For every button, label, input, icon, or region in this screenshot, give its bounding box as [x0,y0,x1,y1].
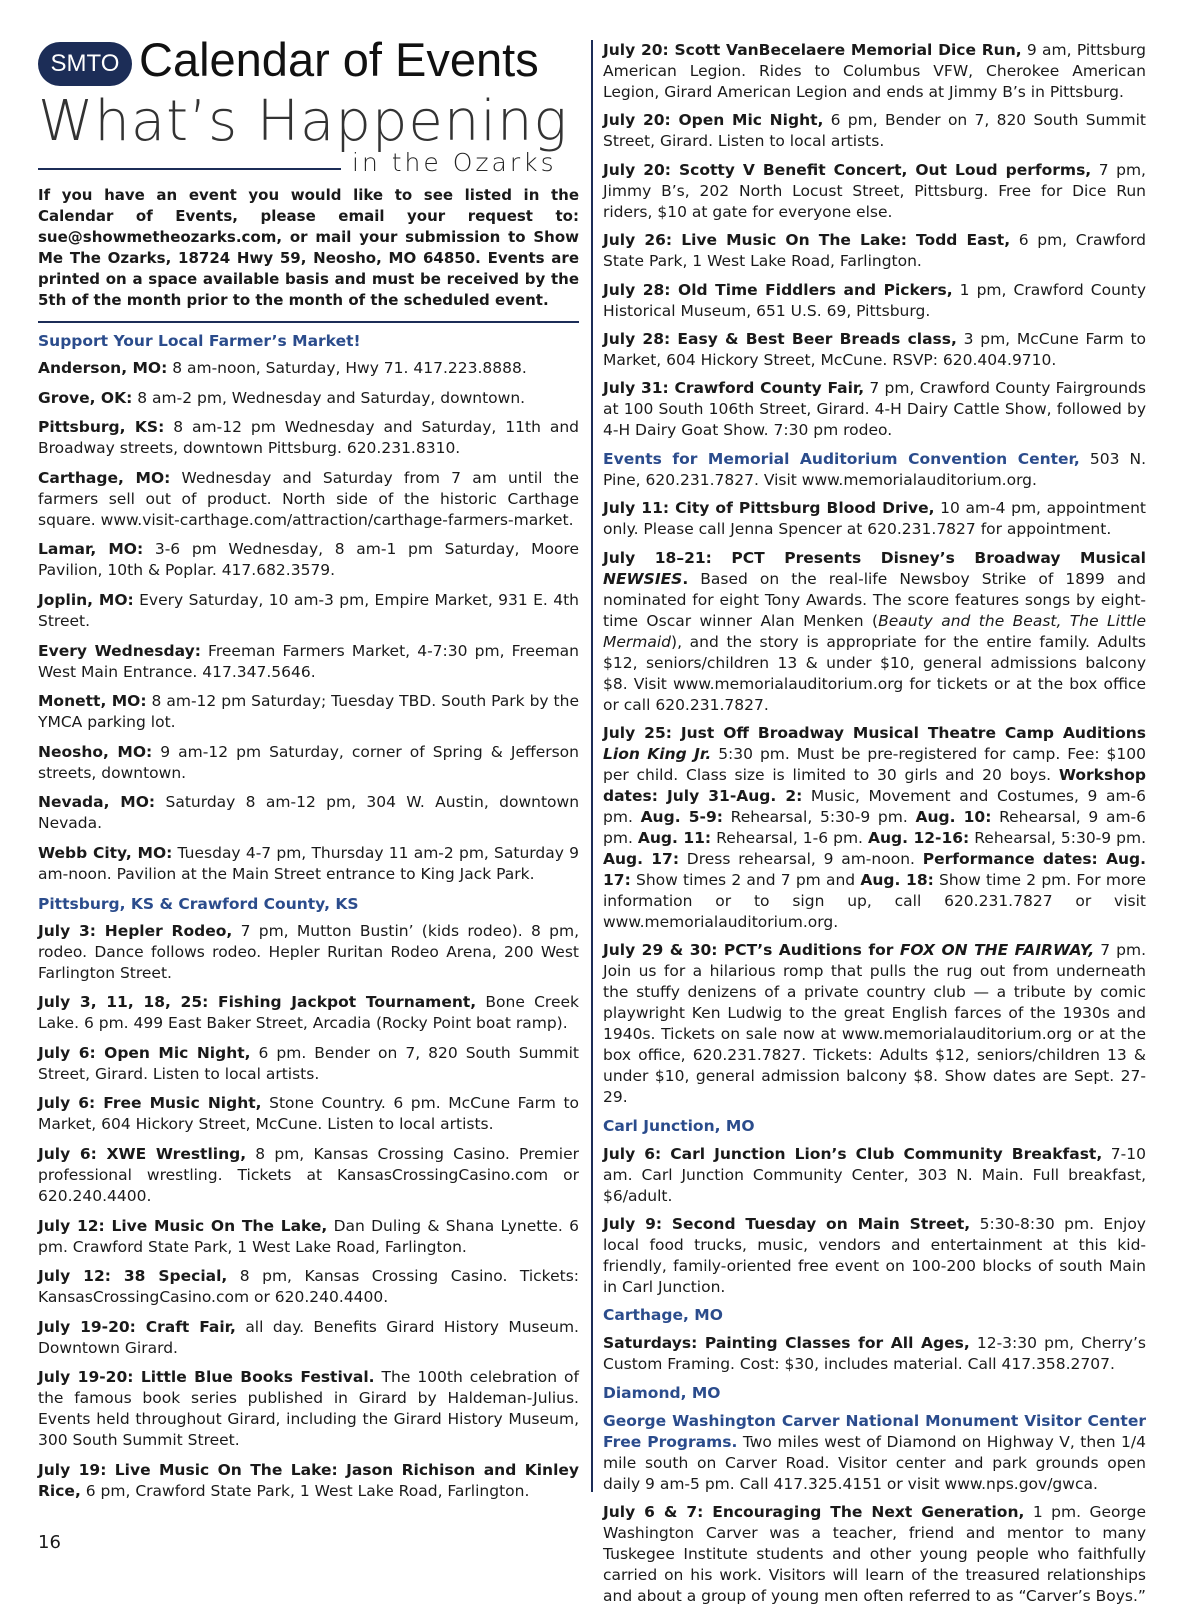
list-item [38,1460,579,1502]
list-item [603,160,1146,223]
gwc-intro [603,1411,1146,1495]
event-text: Stone Country. 6 pm. McCune Farm to Market, 604 Hickory Street, McCune. Listen to local artists. [38,1094,580,1134]
event-text: 8 am-noon, Saturday, Hwy 71. 417.223.8888. [167,359,527,377]
event-text: 6 pm. Bender on 7, 820 South Summit Street, Girard. Listen to local artists. [38,1043,579,1083]
event-title: July 9: Second Tuesday on Main Street, [603,1215,971,1234]
list-item [38,1367,579,1451]
event-text: Bone Creek Lake. 6 pm. 499 East Baker Street, Arcadia (Rocky Point boat ramp). [38,993,579,1033]
intro-text: If you have an event you would like to see listed in the Calendar of Events, please email your request to: sue@showmetheozarks.com, or mail your submission to Show Me The Ozarks, 18724 Hwy 59, Neosho, MO 64850. Events are printed on a space available basis and must be received by the 5th of the month prior to the month of the scheduled event. [38,186,579,309]
list-item [38,388,579,409]
list-item [603,378,1146,441]
event-title-italic: NEWSIES [603,569,683,588]
event-title: July 29 & 30: PCT’s Auditions for [603,941,900,960]
list-item [38,921,579,984]
memorial-heading [603,449,1146,491]
event-title: Nevada, MO: [38,793,156,812]
event-title: July 20: Open Mic Night, [603,111,824,130]
right-column [603,40,1146,1615]
list-item [603,1502,1146,1607]
list-item [38,691,579,733]
event-title: Lamar, MO: [38,540,144,559]
event-text: all day. Benefits Girard History Museum. Downtown Girard. [38,1317,579,1357]
event-title: July 3: Hepler Rodeo, [38,921,233,940]
pittsburg-list-left [38,921,579,1502]
list-item [38,539,579,581]
diamond-list [603,1502,1146,1607]
event-title: Saturdays: Painting Classes for All Ages, [603,1334,970,1353]
event-text: 7 pm, Crawford County Fairgrounds at 100 South 106th Street, Girard. 4-H Dairy Cattle Show, followed by 4-H Dairy Goat Show. 7:30 pm rodeo. [603,379,1146,440]
event-text: Tuesday 4-7 pm, Thursday 11 am-2 pm, Saturday 9 am-noon. Pavilion at the Main Street entrance to King Jack Park. [38,843,579,883]
event-title: July 20: Scotty V Benefit Concert, Out Loud performs, [603,160,1092,179]
event-title: July 6: XWE Wrestling, [38,1144,247,1163]
event-text: 7 pm, Mutton Bustin’ (kids rodeo). 8 pm, rodeo. Dance follows rodeo. Hepler Ruritan Rodeo Arena, 200 West Farlington Street. [38,921,579,982]
event-title-end: . [682,569,689,588]
event-text: Dan Duling & Shana Lynette. 6 pm. Crawford State Park, 1 West Lake Road, Farlington. [38,1216,579,1256]
event-text: Saturday 8 am-12 pm, 304 W. Austin, downtown Nevada. [38,793,580,833]
event-text: 8 pm, Kansas Crossing Casino. Premier professional wrestling. Tickets at KansasCrossingCasino.com or 620.240.4400. [38,1144,579,1205]
list-item [38,843,579,885]
event-title: July 6: Carl Junction Lion’s Club Community Breakfast, [603,1144,1103,1163]
event-title: Webb City, MO: [38,843,173,862]
gwc-heading: George Washington Carver National Monument Visitor Center Free Programs. [603,1411,1146,1451]
event-title: July 19-20: Little Blue Books Festival. [38,1368,375,1387]
pittsburg-list-right [603,40,1146,441]
list-item [603,230,1146,272]
event-text: Wednesday and Saturday from 7 am until the farmers sell out of product. North side of the historic Carthage square. www.visit-carthage.com/attraction/carthage-farmers-market. [38,468,580,529]
event-text: Rehearsal, 9 am-6 pm. [603,807,1147,847]
header-rule [38,168,341,170]
event-date-bold: Aug. 11: [637,828,712,847]
event-title: July 20: Scott VanBecelaere Memorial Dice Run, [603,41,1022,59]
event-text: 6 pm, Crawford State Park, 1 West Lake Road, Farlington. [80,1481,530,1500]
event-title: Pittsburg, KS: [38,418,165,437]
list-item [38,641,579,683]
event-title: July 18–21: PCT Presents Disney’s Broadway Musical [603,548,1146,567]
event-title: July 6 & 7: Encouraging The Next Generation, [603,1503,1025,1522]
event-text: 7-10 am. Carl Junction Community Center, 303 N. Main. Full breakfast, $6/adult. [603,1144,1146,1205]
event-text: 6 pm, Bender on 7, 820 South Summit Street, Girard. Listen to local artists. [603,111,1147,151]
list-item [603,110,1146,152]
event-title: July 11: City of Pittsburg Blood Drive, [603,499,935,518]
event-text: Dress rehearsal, 9 am-noon. [679,849,923,868]
section-heading-memorial: Events for Memorial Auditorium Convention Center, [603,449,1080,468]
event-text: 8 am-12 pm Saturday; Tuesday TBD. South Park by the YMCA parking lot. [38,692,579,732]
event-title: July 31: Crawford County Fair, [603,379,865,398]
event-text: Rehearsal, 1-6 pm. [711,828,868,847]
list-item [38,468,579,531]
event-title: July 19: Live Music On The Lake: Jason Richison and Kinley Rice, [38,1460,579,1500]
event-title: Neosho, MO: [38,742,153,761]
event-title: July 12: Live Music On The Lake, [38,1216,328,1235]
event-date-bold: Workshop dates: July 31-Aug. 2: [603,765,1146,805]
event-text: 8 am-2 pm, Wednesday and Saturday, downtown. [132,388,526,407]
list-item [603,548,1146,716]
event-date-bold: Aug. 18: [860,870,934,889]
event-text: 10 am-4 pm, appointment only. Please call Jenna Spencer at 620.231.7827 for appointment. [603,499,1146,539]
list-item [38,792,579,834]
event-text: ), and the story is appropriate for the entire family. Adults $12, seniors/children 13 & under $10, general admissions balcony $8. Visit www.memorialauditorium.org for tickets or at the box office or call 620.231.7827. [603,632,1146,714]
event-text: 6 pm, Crawford State Park, 1 West Lake Road, Farlington. [603,231,1147,271]
event-title: Carthage, MO: [38,468,171,487]
carl-junction-list [603,1144,1146,1298]
event-title: July 3, 11, 18, 25: Fishing Jackpot Tournament, [38,993,477,1012]
event-date-bold: Aug. 17: [603,849,680,868]
event-date-bold: Performance dates: Aug. 17: [603,849,1146,889]
section-heading-farmers: Support Your Local Farmer’s Market! [38,332,361,350]
event-title: July 6: Free Music Night, [38,1094,262,1113]
list-item [603,1333,1146,1375]
gwc-text: Two miles west of Diamond on Highway V, then 1/4 mile south on Carver Road. Visitor center and park grounds open daily 9 am-5 pm. Call 417.325.4151 or visit www.nps.gov/gwca. [603,1432,1147,1493]
list-item [603,940,1146,1108]
event-text: Every Saturday, 10 am-3 pm, Empire Market, 931 E. 4th Street. [38,590,579,630]
list-item [38,742,579,784]
list-item [603,498,1146,540]
list-item [38,358,579,379]
page-title: Calendar of Events [139,33,539,86]
list-item [38,590,579,632]
event-title: July 28: Old Time Fiddlers and Pickers, [603,280,953,299]
memorial-list [603,498,1146,540]
event-title: July 19-20: Craft Fair, [38,1317,236,1336]
event-text: 7 pm. Join us for a hilarious romp that pulls the rug out from underneath the stuffy denizens of a private country club — a tribute by comic playwright Ken Ludwig to the great English farces of the 1930s and 1940s. Tickets on sale now at www.memorialauditorium.org or at the box office, 620.231.7827. Tickets: Adults $12, seniors/children 13 & under $10, general admission balcony $8. Show dates are Sept. 27-29. [603,941,1146,1107]
page-tagline: in the Ozarks [352,148,557,177]
list-item [603,1214,1146,1298]
smto-badge: SMTO [38,42,132,86]
section-heading-diamond: Diamond, MO [603,1383,721,1402]
event-title: Anderson, MO: [38,359,168,377]
list-item [603,723,1146,933]
section-rule [38,321,579,323]
page-number: 16 [38,1532,61,1553]
event-date-bold: Aug. 12-16: [867,828,970,847]
event-title: July 6: Open Mic Night, [38,1043,251,1062]
event-text: 5:30 pm. Must be pre-registered for camp. Fee: $100 per child. Class size is limited to 30 girls and 20 boys. [603,744,1146,784]
list-item [38,1043,579,1085]
event-text: 9 am, Pittsburg American Legion. Rides to Columbus VFW, Cherokee American Legion, Girard American Legion and ends at Jimmy B’s in Pittsburg. [603,41,1146,101]
section-heading-carl-junction: Carl Junction, MO [603,1116,755,1135]
list-item [603,1144,1146,1207]
masthead [38,34,579,182]
list-item [603,280,1146,322]
column-divider [591,40,593,1492]
section-heading-pittsburg: Pittsburg, KS & Crawford County, KS [38,894,359,913]
event-text: Rehearsal, 5:30-9 pm. [969,828,1147,847]
list-item [603,40,1146,103]
event-title-italic: Lion King Jr. [603,744,712,763]
list-item [38,417,579,459]
list-item [38,1093,579,1135]
event-text: 1 pm. George Washington Carver was a teacher, friend and mentor to many Tuskegee Institute students and other young people who faithfully carried on his work. Visitors will learn of the treasured relationships and about a group of young men often referred to as “Carver’s Boys.” [603,1503,1147,1606]
list-item [38,1144,579,1207]
event-text: 7 pm, Jimmy B’s, 202 North Locust Street, Pittsburg. Free for Dice Run riders, $10 at gate for everyone else. [603,160,1146,221]
event-title: July 28: Easy & Best Beer Breads class, [603,329,957,348]
event-text: The 100th celebration of the famous book series published in Girard by Haldeman-Julius. Events held throughout Girard, including the Girard History Museum, 300 South Summit Street. [38,1368,579,1450]
list-item [38,1266,579,1308]
event-text: 8 pm, Kansas Crossing Casino. Tickets: KansasCrossingCasino.com or 620.240.4400. [38,1267,579,1307]
page-subtitle: What’s Happening [38,89,569,154]
event-title: Monett, MO: [38,692,147,711]
event-text: 1 pm, Crawford County Historical Museum, 651 U.S. 69, Pittsburg. [603,280,1146,320]
event-title: July 25: Just Off Broadway Musical Theatre Camp Auditions [603,723,1146,742]
list-item [38,992,579,1034]
event-title: Every Wednesday: [38,641,201,660]
event-text: Music, Movement and Costumes, 9 am-6 pm. [603,786,1146,826]
event-title-italic: FOX ON THE FAIRWAY, [899,941,1095,960]
event-text: 12-3:30 pm, Cherry’s Custom Framing. Cost: $30, includes material. Call 417.358.2707. [603,1334,1146,1374]
event-text: 8 am-12 pm Wednesday and Saturday, 11th and Broadway streets, downtown Pittsburg. 620.231.8310. [38,418,579,458]
list-item [38,1317,579,1359]
event-text: Show times 2 and 7 pm and [630,870,861,889]
event-title: Grove, OK: [38,388,133,407]
event-text: Freeman Farmers Market, 4-7:30 pm, Freeman West Main Entrance. 417.347.5646. [38,641,579,681]
list-item [603,329,1146,371]
carthage-list [603,1333,1146,1375]
event-text-italic: Beauty and the Beast, The Little Mermaid [603,611,1146,651]
memorial-heading-details: 503 N. Pine, 620.231.7827. Visit www.memorialauditorium.org. [603,449,1146,489]
event-title: July 12: 38 Special, [38,1267,228,1286]
event-text: 3 pm, McCune Farm to Market, 604 Hickory Street, McCune. RSVP: 620.404.9710. [603,329,1146,369]
event-text: Rehearsal, 5:30-9 pm. [722,807,916,826]
event-title: Joplin, MO: [38,590,134,609]
section-heading-carthage: Carthage, MO [603,1306,723,1325]
event-text: 5:30-8:30 pm. Enjoy local food trucks, music, vendors and entertainment at this kid-friendly, family-oriented free event on 100-200 blocks of south Main in Carl Junction. [603,1215,1146,1297]
event-text: Show time 2 pm. For more information or to sign up, call 620.231.7827 or visit www.memorialauditorium.org. [603,870,1146,931]
farmers-list [38,358,579,885]
event-date-bold: Aug. 10: [915,807,992,826]
event-text: Based on the real-life Newsboy Strike of 1899 and nominated for eight Tony Awards. The score features songs by eight-time Oscar winner Alan Menken ( [603,569,1146,630]
event-date-bold: Aug. 5-9: [640,807,723,826]
event-text: 3-6 pm Wednesday, 8 am-1 pm Saturday, Moore Pavilion, 10th & Poplar. 417.682.3579. [38,540,579,580]
event-title: July 26: Live Music On The Lake: Todd East, [603,231,1011,250]
list-item [38,1216,579,1258]
event-text: 9 am-12 pm Saturday, corner of Spring & Jefferson streets, downtown. [38,742,579,782]
left-column [38,34,579,1510]
